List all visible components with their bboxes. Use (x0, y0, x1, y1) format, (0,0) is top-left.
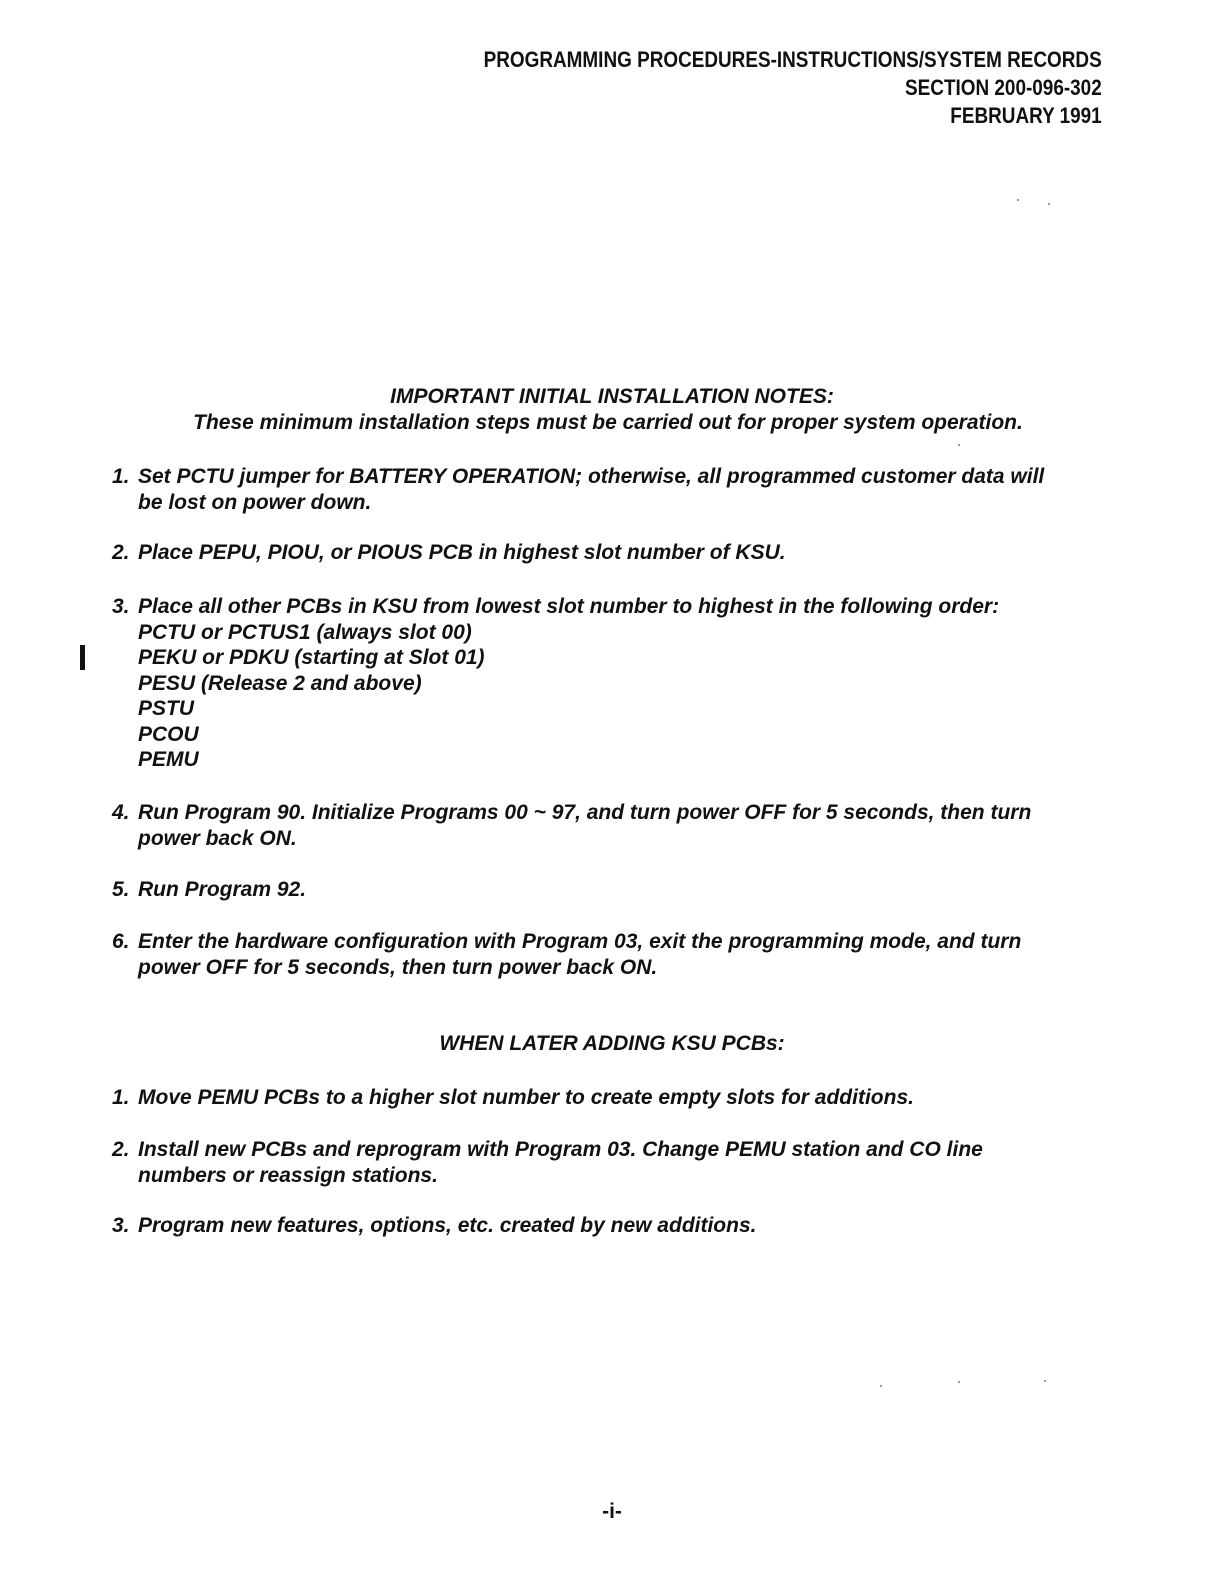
item-line: power back ON. (138, 826, 297, 850)
item-line: numbers or reassign stations. (138, 1163, 438, 1187)
header-section: SECTION 200-096-302 (905, 75, 1102, 100)
header-title: PROGRAMMING PROCEDURES-INSTRUCTIONS/SYSTEM RECORDS (483, 47, 1102, 72)
scan-speck (1017, 199, 1019, 201)
item-line: power OFF for 5 seconds, then turn power back ON. (138, 955, 658, 979)
scan-speck (958, 1381, 960, 1383)
pcb-order-entry: PESU (Release 2 and above) (138, 671, 422, 695)
item-line: Install new PCBs and reprogram with Program 03. Change PEMU station and CO line (138, 1138, 983, 1161)
note-item-6 (112, 929, 1092, 980)
later-adding-title: WHEN LATER ADDING KSU PCBs: (439, 1032, 785, 1055)
pcb-order-entry: PEKU or PDKU (starting at Slot 01) (138, 646, 485, 669)
pcb-order-entry: PCTU or PCTUS1 (always slot 00) (138, 620, 472, 644)
scan-speck (880, 1385, 882, 1387)
item-number: 1. (112, 1086, 130, 1109)
pcb-order-entry: PCOU (138, 722, 199, 746)
item-line: be lost on power down. (138, 490, 372, 514)
notes-subtitle: These minimum installation steps must be carried out for proper system operation. (193, 411, 1023, 434)
item-number: 3. (112, 595, 130, 618)
note-item-1 (112, 464, 1092, 515)
item-line: Place all other PCBs in KSU from lowest slot number to highest in the following order: (138, 595, 1000, 618)
item-line: Run Program 92. (138, 878, 307, 901)
item-number: 5. (112, 878, 130, 901)
item-number: 1. (112, 465, 130, 488)
later-item-3 (112, 1213, 1092, 1239)
note-item-3 (112, 594, 1092, 773)
pcb-order-entry: PEMU (138, 748, 199, 771)
scan-speck (1044, 1380, 1046, 1382)
item-number: 4. (112, 801, 130, 824)
item-number: 3. (112, 1214, 130, 1237)
item-number: 2. (112, 541, 130, 564)
later-item-2 (112, 1137, 1092, 1188)
item-number: 6. (112, 930, 130, 953)
item-line: Program new features, options, etc. created by new additions. (138, 1214, 757, 1237)
page-number: -i- (602, 1500, 622, 1523)
item-number: 2. (112, 1138, 130, 1161)
item-line: Set PCTU jumper for BATTERY OPERATION; otherwise, all programmed customer data will (138, 465, 1045, 488)
revision-change-bar (80, 645, 85, 670)
note-item-2 (112, 540, 1092, 566)
scan-speck (958, 444, 960, 446)
note-item-4 (112, 800, 1092, 851)
later-item-1 (112, 1085, 1092, 1111)
pcb-order-entry: PSTU (138, 697, 195, 720)
scan-speck (1048, 203, 1050, 205)
document-header (484, 46, 1102, 130)
item-line: Place PEPU, PIOU, or PIOUS PCB in highest slot number of KSU. (138, 541, 786, 564)
note-item-5 (112, 877, 1092, 903)
notes-title: IMPORTANT INITIAL INSTALLATION NOTES: (390, 385, 834, 408)
header-date: FEBRUARY 1991 (950, 103, 1102, 128)
item-line: Run Program 90. Initialize Programs 00 ~ 97, and turn power OFF for 5 seconds, then turn (138, 801, 1032, 824)
item-line: Enter the hardware configuration with Program 03, exit the programming mode, and turn (138, 930, 1022, 953)
item-line: Move PEMU PCBs to a higher slot number to create empty slots for additions. (138, 1086, 914, 1109)
